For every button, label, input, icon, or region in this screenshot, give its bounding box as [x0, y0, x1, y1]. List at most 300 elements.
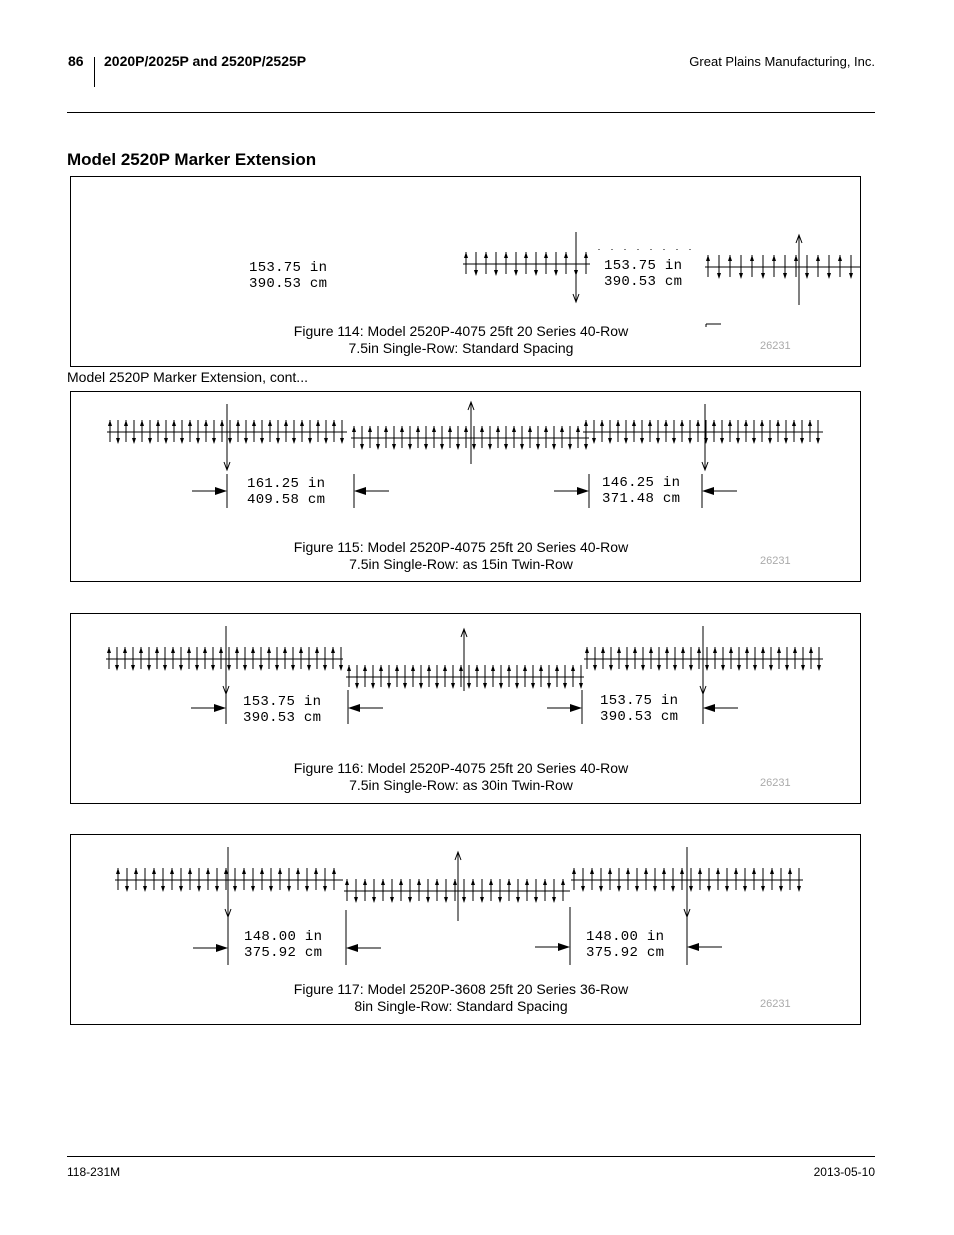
left-dimension-in: 153.75 in	[243, 694, 322, 710]
row-unit-arrow-up	[140, 420, 144, 426]
row-unit-arrow-up	[187, 647, 191, 653]
row-unit-arrow-up	[464, 252, 468, 258]
row-unit-arrow-down	[340, 438, 344, 444]
row-unit-arrow-down	[196, 438, 200, 444]
row-unit-arrow-down	[424, 444, 428, 450]
row-unit-arrow-down	[801, 665, 805, 671]
row-unit-arrow-up	[698, 868, 702, 874]
row-unit-arrow-down	[323, 665, 327, 671]
row-unit-arrow-down	[164, 438, 168, 444]
row-unit-arrow-up	[220, 420, 224, 426]
row-unit-arrow-down	[816, 438, 820, 444]
right-dimension-cm: 375.92 cm	[586, 945, 665, 961]
row-unit-arrow-down	[116, 438, 120, 444]
page-number: 86	[68, 53, 84, 69]
row-unit-arrow-up	[504, 252, 508, 258]
row-unit-arrow-up	[206, 868, 210, 874]
row-unit-arrow-up	[816, 255, 820, 261]
row-unit-arrow-up	[576, 426, 580, 432]
row-unit-arrow-up	[471, 879, 475, 885]
row-unit-arrow-down	[761, 273, 765, 279]
row-unit-arrow-up	[475, 665, 479, 671]
row-unit-arrow-up	[417, 879, 421, 885]
row-unit-arrow-up	[395, 665, 399, 671]
row-unit-arrow-down	[657, 665, 661, 671]
row-unit-arrow-down	[689, 665, 693, 671]
row-unit-arrow-up	[123, 647, 127, 653]
row-unit-arrow-up	[284, 420, 288, 426]
row-unit-arrow-up	[124, 420, 128, 426]
row-unit-arrow-up	[108, 420, 112, 426]
caption-line-2: 7.5in Single-Row: as 15in Twin-Row	[349, 556, 573, 572]
row-unit-arrow-down	[499, 683, 503, 689]
company-name: Great Plains Manufacturing, Inc.	[689, 54, 875, 69]
row-unit-arrow-down	[725, 886, 729, 892]
row-unit-arrow-down	[307, 665, 311, 671]
row-unit-arrow-up	[107, 647, 111, 653]
dimension-arrow-right	[570, 704, 582, 712]
row-unit-arrow-up	[752, 868, 756, 874]
row-unit-arrow-down	[387, 683, 391, 689]
row-unit-arrow-up	[379, 665, 383, 671]
row-unit-arrow-up	[544, 426, 548, 432]
figure-id: 26231	[760, 777, 791, 789]
row-unit-arrow-down	[593, 665, 597, 671]
row-unit-arrow-up	[427, 665, 431, 671]
row-unit-arrow-up	[134, 868, 138, 874]
row-unit-arrow-down	[635, 886, 639, 892]
dimension-arrow-right	[216, 944, 228, 952]
row-unit-arrow-down	[276, 438, 280, 444]
row-unit-arrow-up	[761, 647, 765, 653]
row-unit-arrow-down	[243, 665, 247, 671]
row-unit-arrow-down	[480, 897, 484, 903]
dimension-arrow-left	[346, 944, 358, 952]
row-unit-arrow-down	[515, 683, 519, 689]
row-unit-arrow-down	[215, 886, 219, 892]
row-unit-arrow-up	[139, 647, 143, 653]
row-unit-arrow-up	[649, 647, 653, 653]
row-unit-arrow-down	[292, 438, 296, 444]
row-unit-arrow-down	[494, 270, 498, 276]
row-unit-arrow-up	[600, 420, 604, 426]
row-unit-arrow-down	[673, 665, 677, 671]
row-unit-arrow-up	[464, 426, 468, 432]
row-unit-arrow-down	[624, 438, 628, 444]
row-unit-arrow-up	[662, 868, 666, 874]
row-unit-arrow-down	[251, 886, 255, 892]
row-unit-arrow-down	[498, 897, 502, 903]
row-unit-arrow-down	[419, 683, 423, 689]
row-unit-arrow-up	[384, 426, 388, 432]
row-unit-arrow-down	[805, 273, 809, 279]
row-unit-arrow-up	[224, 868, 228, 874]
figure-id: 26231	[760, 998, 791, 1010]
right-dimension-in: 148.00 in	[586, 929, 665, 945]
row-unit-arrow-down	[392, 444, 396, 450]
left-dimension	[243, 694, 321, 726]
right-dimension-in: 146.25 in	[602, 475, 681, 491]
row-unit-arrow-up	[555, 665, 559, 671]
row-unit-arrow-down	[324, 438, 328, 444]
row-unit-arrow-up	[416, 426, 420, 432]
row-unit-arrow-down	[534, 270, 538, 276]
row-unit-arrow-down	[531, 683, 535, 689]
row-unit-arrow-up	[170, 868, 174, 874]
row-unit-arrow-up	[491, 665, 495, 671]
row-unit-arrow-down	[197, 886, 201, 892]
row-unit-arrow-down	[444, 897, 448, 903]
row-unit-arrow-up	[644, 868, 648, 874]
footer-rule	[67, 1156, 875, 1157]
row-unit-arrow-up	[590, 868, 594, 874]
row-unit-arrow-down	[125, 886, 129, 892]
row-unit-arrow-up	[728, 420, 732, 426]
left-dimension-in: 153.75 in	[249, 260, 328, 276]
row-unit-arrow-down	[568, 444, 572, 450]
document-number: 118-231M	[67, 1165, 121, 1179]
figure-caption	[71, 539, 851, 573]
row-unit-arrow-down	[705, 665, 709, 671]
dimension-arrow-right	[215, 487, 227, 495]
row-unit-arrow-down	[244, 438, 248, 444]
row-unit-arrow-down	[592, 438, 596, 444]
row-unit-arrow-down	[179, 665, 183, 671]
row-unit-arrow-up	[152, 868, 156, 874]
row-unit-arrow-down	[849, 273, 853, 279]
row-unit-arrow-up	[524, 252, 528, 258]
row-unit-arrow-down	[784, 438, 788, 444]
row-unit-arrow-up	[584, 420, 588, 426]
row-unit-arrow-up	[251, 647, 255, 653]
row-unit-arrow-down	[656, 438, 660, 444]
row-unit-arrow-up	[706, 255, 710, 261]
caption-line-1: Figure 115: Model 2520P-4075 25ft 20 Series 40-Row	[293, 539, 629, 555]
row-unit-arrow-down	[440, 444, 444, 450]
row-unit-arrow-down	[467, 683, 471, 689]
row-unit-arrow-up	[697, 647, 701, 653]
row-unit-arrow-down	[779, 886, 783, 892]
publication-date: 2013-05-10	[813, 1165, 875, 1179]
row-unit-arrow-down	[827, 273, 831, 279]
row-unit-arrow-up	[400, 426, 404, 432]
row-unit-arrow-down	[584, 444, 588, 450]
row-unit-arrow-down	[608, 438, 612, 444]
right-dimension-in: 153.75 in	[600, 693, 679, 709]
row-unit-arrow-down	[308, 438, 312, 444]
row-unit-arrow-up	[283, 647, 287, 653]
row-unit-arrow-down	[408, 444, 412, 450]
row-unit-arrow-up	[219, 647, 223, 653]
row-unit-arrow-down	[552, 444, 556, 450]
row-unit-arrow-up	[633, 647, 637, 653]
row-unit-arrow-up	[459, 665, 463, 671]
row-unit-arrow-up	[809, 647, 813, 653]
row-unit-arrow-down	[259, 665, 263, 671]
row-unit-arrow-down	[275, 665, 279, 671]
row-unit-arrow-down	[179, 886, 183, 892]
row-unit-arrow-up	[242, 868, 246, 874]
row-unit-arrow-up	[680, 420, 684, 426]
row-unit-arrow-up	[489, 879, 493, 885]
row-unit-arrow-down	[737, 665, 741, 671]
row-unit-arrow-up	[203, 647, 207, 653]
row-unit-arrow-down	[717, 273, 721, 279]
row-unit-arrow-down	[736, 438, 740, 444]
row-unit-arrow-down	[739, 273, 743, 279]
row-unit-arrow-down	[408, 897, 412, 903]
row-unit-arrow-down	[212, 438, 216, 444]
row-unit-arrow-up	[296, 868, 300, 874]
row-unit-arrow-up	[299, 647, 303, 653]
figure-id: 26231	[760, 340, 791, 352]
figure-117	[70, 834, 861, 1025]
row-unit-arrow-down	[671, 886, 675, 892]
figure-caption	[71, 981, 851, 1015]
row-unit-arrow-up	[777, 647, 781, 653]
figure-id: 26231	[760, 555, 791, 567]
row-unit-arrow-down	[115, 665, 119, 671]
row-unit-arrow-up	[523, 665, 527, 671]
document-title: 2020P/2025P and 2520P/2525P	[104, 53, 307, 69]
row-unit-arrow-down	[354, 897, 358, 903]
right-dimension-cm: 390.53 cm	[604, 274, 683, 290]
row-unit-arrow-down	[211, 665, 215, 671]
row-unit-arrow-up	[484, 252, 488, 258]
row-unit-arrow-up	[617, 647, 621, 653]
row-unit-arrow-up	[268, 420, 272, 426]
row-unit-arrow-up	[453, 879, 457, 885]
row-unit-arrow-up	[480, 426, 484, 432]
row-unit-arrow-up	[204, 420, 208, 426]
row-unit-arrow-up	[648, 420, 652, 426]
left-dimension-cm: 390.53 cm	[243, 710, 322, 726]
row-unit-arrow-up	[435, 879, 439, 885]
right-dimension-cm: 371.48 cm	[602, 491, 681, 507]
dimension-arrow-left	[687, 943, 699, 951]
row-unit-arrow-down	[653, 886, 657, 892]
dimension-arrow-right	[577, 487, 589, 495]
row-unit-arrow-up	[496, 426, 500, 432]
row-unit-arrow-down	[640, 438, 644, 444]
row-unit-arrow-down	[483, 683, 487, 689]
row-unit-arrow-down	[641, 665, 645, 671]
right-dimension	[600, 693, 678, 725]
row-unit-arrow-down	[504, 444, 508, 450]
row-unit-arrow-up	[278, 868, 282, 874]
row-unit-arrow-down	[451, 683, 455, 689]
row-unit-arrow-up	[363, 879, 367, 885]
row-unit-arrow-up	[525, 879, 529, 885]
row-unit-arrow-down	[547, 683, 551, 689]
row-unit-arrow-up	[368, 426, 372, 432]
dimension-arrow-right	[558, 943, 570, 951]
row-unit-arrow-down	[552, 897, 556, 903]
row-unit-arrow-up	[745, 647, 749, 653]
right-dimension-in: 153.75 in	[604, 258, 683, 274]
caption-line-1: Figure 117: Model 2520P-3608 25ft 20 Series 36-Row	[293, 981, 629, 997]
caption-line-1: Figure 116: Model 2520P-4075 25ft 20 Series 40-Row	[293, 760, 629, 776]
caption-line-2: 7.5in Single-Row: as 30in Twin-Row	[349, 777, 573, 793]
figure-caption	[71, 323, 851, 357]
row-unit-arrow-down	[536, 444, 540, 450]
row-unit-arrow-down	[581, 886, 585, 892]
row-unit-arrow-up	[544, 252, 548, 258]
row-unit-arrow-up	[808, 420, 812, 426]
row-unit-arrow-down	[625, 665, 629, 671]
left-dimension	[244, 929, 322, 961]
row-unit-arrow-up	[681, 647, 685, 653]
row-unit-arrow-down	[287, 886, 291, 892]
row-unit-arrow-up	[626, 868, 630, 874]
left-dimension-in: 148.00 in	[244, 929, 323, 945]
row-unit-arrow-down	[390, 897, 394, 903]
row-unit-arrow-up	[345, 879, 349, 885]
figure-caption	[71, 760, 851, 794]
dimension-arrow-right	[214, 704, 226, 712]
row-unit-arrow-up	[316, 420, 320, 426]
row-unit-arrow-up	[770, 868, 774, 874]
row-unit-arrow-down	[371, 683, 375, 689]
row-unit-arrow-down	[403, 683, 407, 689]
row-unit-arrow-down	[797, 886, 801, 892]
row-unit-arrow-up	[664, 420, 668, 426]
row-unit-arrow-up	[528, 426, 532, 432]
row-unit-arrow-down	[147, 665, 151, 671]
figure-114	[70, 176, 861, 367]
row-unit-arrow-up	[363, 665, 367, 671]
row-unit-arrow-up	[838, 255, 842, 261]
row-unit-arrow-down	[753, 665, 757, 671]
continued-label: Model 2520P Marker Extension, cont...	[67, 369, 308, 385]
row-unit-arrow-up	[235, 647, 239, 653]
row-unit-arrow-down	[195, 665, 199, 671]
row-unit-arrow-down	[305, 886, 309, 892]
row-unit-arrow-up	[236, 420, 240, 426]
figure-116	[70, 613, 861, 804]
left-dimension	[247, 476, 325, 508]
row-unit-arrow-up	[584, 252, 588, 258]
row-unit-arrow-down	[131, 665, 135, 671]
row-unit-arrow-down	[148, 438, 152, 444]
row-unit-arrow-down	[435, 683, 439, 689]
row-unit-arrow-down	[721, 665, 725, 671]
row-unit-arrow-up	[728, 255, 732, 261]
row-unit-arrow-up	[300, 420, 304, 426]
row-unit-arrow-up	[616, 420, 620, 426]
row-unit-arrow-up	[507, 879, 511, 885]
row-unit-arrow-up	[171, 647, 175, 653]
row-unit-arrow-down	[233, 886, 237, 892]
row-unit-arrow-down	[456, 444, 460, 450]
row-unit-arrow-up	[744, 420, 748, 426]
row-unit-arrow-down	[291, 665, 295, 671]
left-dimension-cm: 409.58 cm	[247, 492, 326, 508]
row-unit-arrow-down	[769, 665, 773, 671]
row-unit-arrow-up	[772, 255, 776, 261]
row-unit-arrow-up	[794, 255, 798, 261]
row-unit-arrow-down	[143, 886, 147, 892]
row-unit-arrow-up	[432, 426, 436, 432]
row-unit-arrow-down	[554, 270, 558, 276]
row-unit-arrow-up	[188, 420, 192, 426]
row-unit-arrow-up	[399, 879, 403, 885]
row-unit-arrow-up	[267, 647, 271, 653]
row-unit-arrow-up	[352, 426, 356, 432]
row-unit-arrow-down	[817, 665, 821, 671]
row-unit-arrow-down	[599, 886, 603, 892]
row-unit-arrow-down	[672, 438, 676, 444]
row-unit-arrow-up	[712, 420, 716, 426]
row-unit-arrow-down	[376, 444, 380, 450]
row-unit-arrow-up	[729, 647, 733, 653]
row-unit-arrow-up	[665, 647, 669, 653]
row-unit-arrow-down	[360, 444, 364, 450]
row-unit-arrow-down	[228, 438, 232, 444]
row-unit-arrow-down	[462, 897, 466, 903]
row-unit-arrow-down	[339, 665, 343, 671]
row-unit-arrow-down	[609, 665, 613, 671]
section-title: Model 2520P Marker Extension	[67, 150, 317, 169]
row-unit-arrow-down	[785, 665, 789, 671]
row-unit-arrow-up	[539, 665, 543, 671]
row-unit-arrow-down	[260, 438, 264, 444]
row-unit-arrow-down	[707, 886, 711, 892]
row-unit-arrow-up	[760, 420, 764, 426]
row-unit-arrow-down	[783, 273, 787, 279]
row-unit-arrow-up	[680, 868, 684, 874]
row-unit-arrow-up	[260, 868, 264, 874]
row-unit-arrow-down	[617, 886, 621, 892]
row-unit-arrow-down	[720, 438, 724, 444]
row-unit-arrow-up	[713, 647, 717, 653]
row-unit-arrow-up	[381, 879, 385, 885]
row-unit-arrow-up	[564, 252, 568, 258]
row-unit-arrow-up	[507, 665, 511, 671]
row-unit-arrow-up	[448, 426, 452, 432]
dimension-arrow-left	[703, 704, 715, 712]
row-unit-arrow-down	[534, 897, 538, 903]
left-dimension	[249, 260, 327, 292]
right-dimension	[586, 929, 664, 961]
row-unit-arrow-up	[792, 420, 796, 426]
left-dimension-cm: 390.53 cm	[249, 276, 328, 292]
row-unit-arrow-down	[563, 683, 567, 689]
row-unit-arrow-up	[734, 868, 738, 874]
row-unit-arrow-down	[768, 438, 772, 444]
left-dimension-in: 161.25 in	[247, 476, 326, 492]
caption-line-2: 7.5in Single-Row: Standard Spacing	[348, 340, 574, 356]
row-unit-arrow-up	[750, 255, 754, 261]
row-unit-arrow-up	[155, 647, 159, 653]
caption-line-1: Figure 114: Model 2520P-4075 25ft 20 Series 40-Row	[293, 323, 629, 339]
row-unit-arrow-down	[426, 897, 430, 903]
row-unit-arrow-up	[347, 665, 351, 671]
row-unit-arrow-down	[323, 886, 327, 892]
row-unit-arrow-up	[560, 426, 564, 432]
row-unit-arrow-up	[331, 647, 335, 653]
row-unit-arrow-up	[411, 665, 415, 671]
caption-line-2: 8in Single-Row: Standard Spacing	[354, 998, 568, 1014]
row-unit-arrow-up	[632, 420, 636, 426]
row-unit-arrow-down	[355, 683, 359, 689]
row-unit-arrow-down	[161, 886, 165, 892]
row-unit-arrow-down	[227, 665, 231, 671]
row-unit-arrow-up	[188, 868, 192, 874]
row-unit-arrow-up	[788, 868, 792, 874]
figure-115	[70, 391, 861, 582]
dimension-arrow-left	[348, 704, 360, 712]
